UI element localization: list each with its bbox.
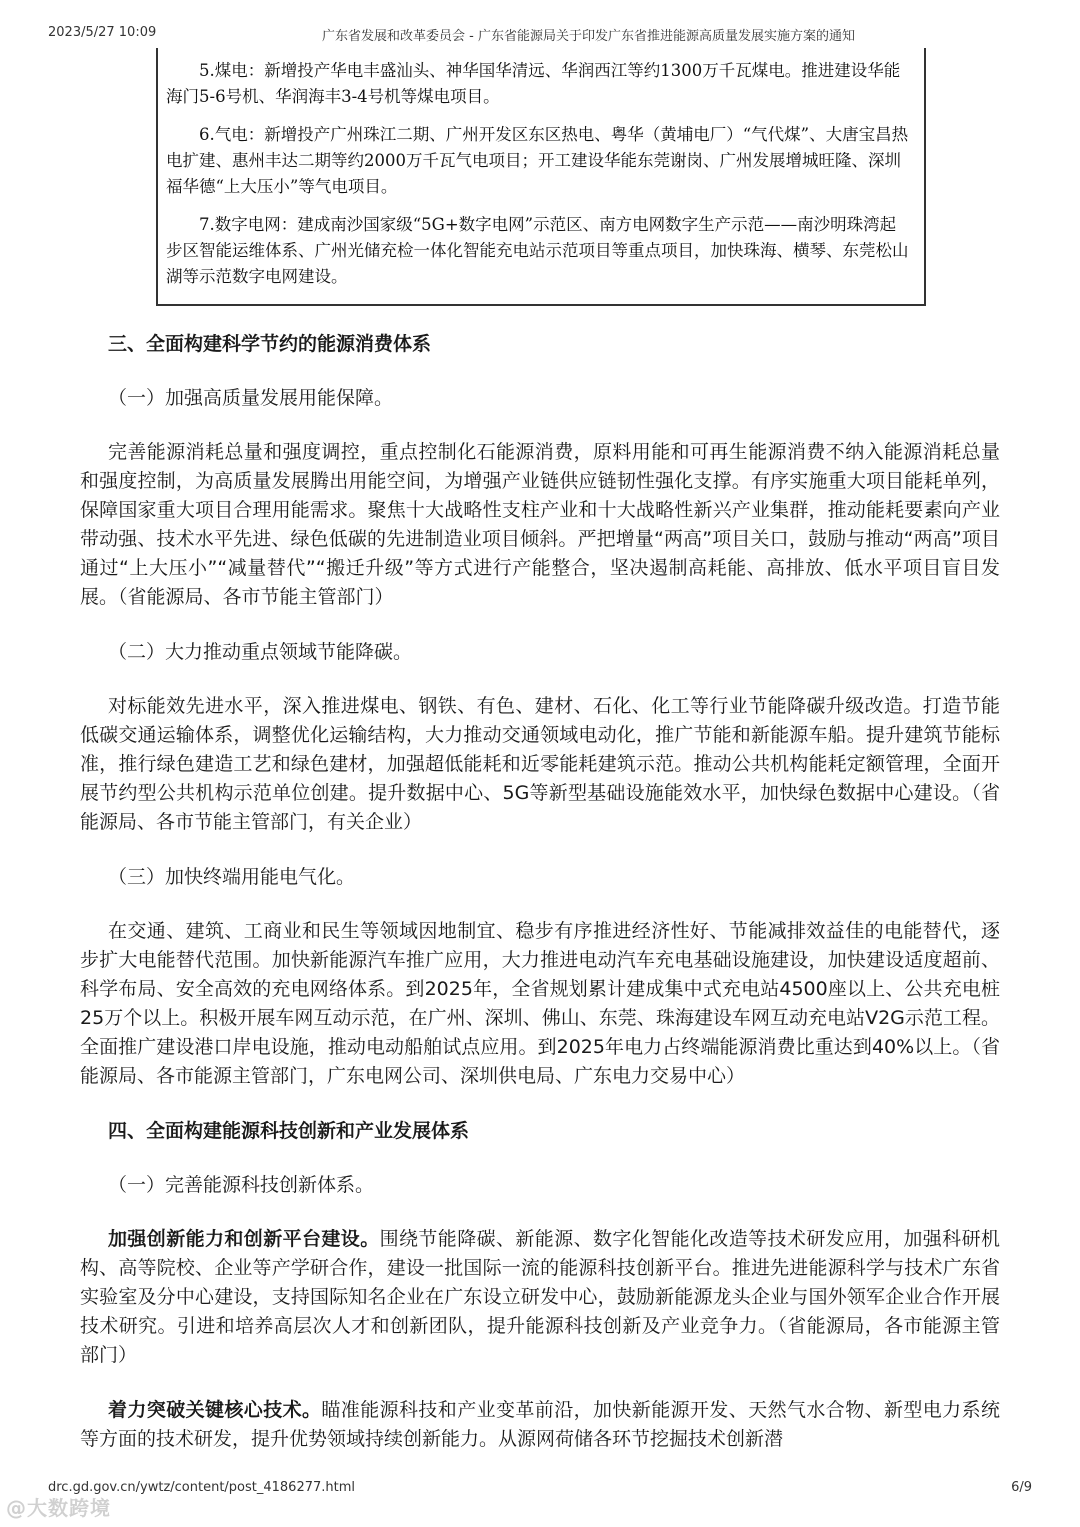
paragraph-4-1 xyxy=(80,1225,1000,1370)
box-item-coal: 5.煤电：新增投产华电丰盛汕头、神华国华清远、华润西江等约1300万千瓦煤电。推进建设华能海门5-6号机、华润海丰3-4号机等煤电项目。 xyxy=(166,61,901,106)
section-heading-4: 四、全面构建能源科技创新和产业发展体系 xyxy=(108,1120,470,1142)
paragraph-4-2-lead: 着力突破关键核心技术。 xyxy=(108,1399,322,1421)
subheading-3-3: （三）加快终端用能电气化。 xyxy=(108,866,356,888)
project-list-box xyxy=(156,48,926,306)
box-item-digital-grid: 7.数字电网：建成南沙国家级“5G+数字电网”示范区、南方电网数字生产示范——南沙明珠湾起步区智能运维体系、广州光储充检一体化智能充电站示范项目等重点项目，加快珠海、横琴、东莞松山湖等示范数字电网建设。 xyxy=(166,215,909,286)
paragraph-4-2 xyxy=(80,1396,1000,1454)
subheading-4-1: （一）完善能源科技创新体系。 xyxy=(108,1174,375,1196)
paragraph-4-1-lead: 加强创新能力和创新平台建设。 xyxy=(108,1228,380,1250)
paragraph-3-1: 完善能源消耗总量和强度调控，重点控制化石能源消费，原料用能和可再生能源消费不纳入能源消耗总量和强度控制，为高质量发展腾出用能空间，为增强产业链供应链韧性强化支撑。有序实施重大项目能耗单列，保障国家重大项目合理用能需求。聚焦十大战略性支柱产业和十大战略性新兴产业集群，推动能耗要素向产业带动强、技术水平先进、绿色低碳的先进制造业项目倾斜。严把增量“两高”项目关口，鼓励与推动“两高”项目通过“上大压小”“减量替代”“搬迁升级”等方式进行产能整合，坚决遏制高耗能、高排放、低水平项目盲目发展。（省能源局、各市节能主管部门） xyxy=(80,441,1000,608)
watermark-logo: @大数跨境 xyxy=(6,1496,111,1520)
section-heading-3: 三、全面构建科学节约的能源消费体系 xyxy=(108,333,432,355)
page-number: 6/9 xyxy=(1011,1480,1032,1495)
paragraph-4-2-body: 瞄准能源科技和产业变革前沿，加快新能源开发、天然气水合物、新型电力系统等方面的技术研发，提升优势领域持续创新能力。从源网荷储各环节挖掘技术创新潜 xyxy=(80,1399,1000,1450)
main-content xyxy=(80,330,1000,1480)
paragraph-4-1-body: 围绕节能降碳、新能源、数字化智能化改造等技术研发应用，加强科研机构、高等院校、企业等产学研合作，建设一批国际一流的能源科技创新平台。推进先进能源科学与技术广东省实验室及分中心建设，支持国际知名企业在广东设立研发中心，鼓励新能源龙头企业与国外领军企业合作开展技术研究。引进和培养高层次人才和创新团队，提升能源科技创新及产业竞争力。（省能源局，各市能源主管部门） xyxy=(80,1228,1000,1366)
page-url: drc.gd.gov.cn/ywtz/content/post_4186277.html xyxy=(48,1480,356,1495)
paragraph-3-3: 在交通、建筑、工商业和民生等领域因地制宜、稳步有序推进经济性好、节能减排效益佳的电能替代，逐步扩大电能替代范围。加快新能源汽车推广应用，大力推进电动汽车充电基础设施建设，加快建设适度超前、科学布局、安全高效的充电网络体系。到2025年，全省规划累计建成集中式充电站4500座以上、公共充电桩25万个以上。积极开展车网互动示范，在广州、深圳、佛山、东莞、珠海建设车网互动充电站V2G示范工程。全面推广建设港口岸电设施，推动电动船舶试点应用。到2025年电力占终端能源消费比重达到40%以上。（省能源局、各市能源主管部门，广东电网公司、深圳供电局、广东电力交易中心） xyxy=(80,920,1000,1087)
page-title: 广东省发展和改革委员会 - 广东省能源局关于印发广东省推进能源高质量发展实施方案的通知 xyxy=(322,29,855,44)
paragraph-3-2: 对标能效先进水平，深入推进煤电、钢铁、有色、建材、石化、化工等行业节能降碳升级改造。打造节能低碳交通运输体系，调整优化运输结构，大力推动交通领域电动化，推广节能和新能源车船。提升建筑节能标准，推行绿色建造工艺和绿色建材，加强超低能耗和近零能耗建筑示范。推动公共机构能耗定额管理，全面开展节约型公共机构示范单位创建。提升数据中心、5G等新型基础设施能效水平，加快绿色数据中心建设。（省能源局、各市节能主管部门，有关企业） xyxy=(80,695,1000,833)
print-datetime: 2023/5/27 10:09 xyxy=(48,25,157,40)
box-item-gas: 6.气电：新增投产广州珠江二期、广州开发区东区热电、粤华（黄埔电厂）“气代煤”、大唐宝昌热电扩建、惠州丰达二期等约2000万千瓦气电项目；开工建设华能东莞谢岗、广州发展增城旺隆、深圳福华德“上大压小”等气电项目。 xyxy=(166,125,909,196)
subheading-3-2: （二）大力推动重点领域节能降碳。 xyxy=(108,641,413,663)
subheading-3-1: （一）加强高质量发展用能保障。 xyxy=(108,387,394,409)
